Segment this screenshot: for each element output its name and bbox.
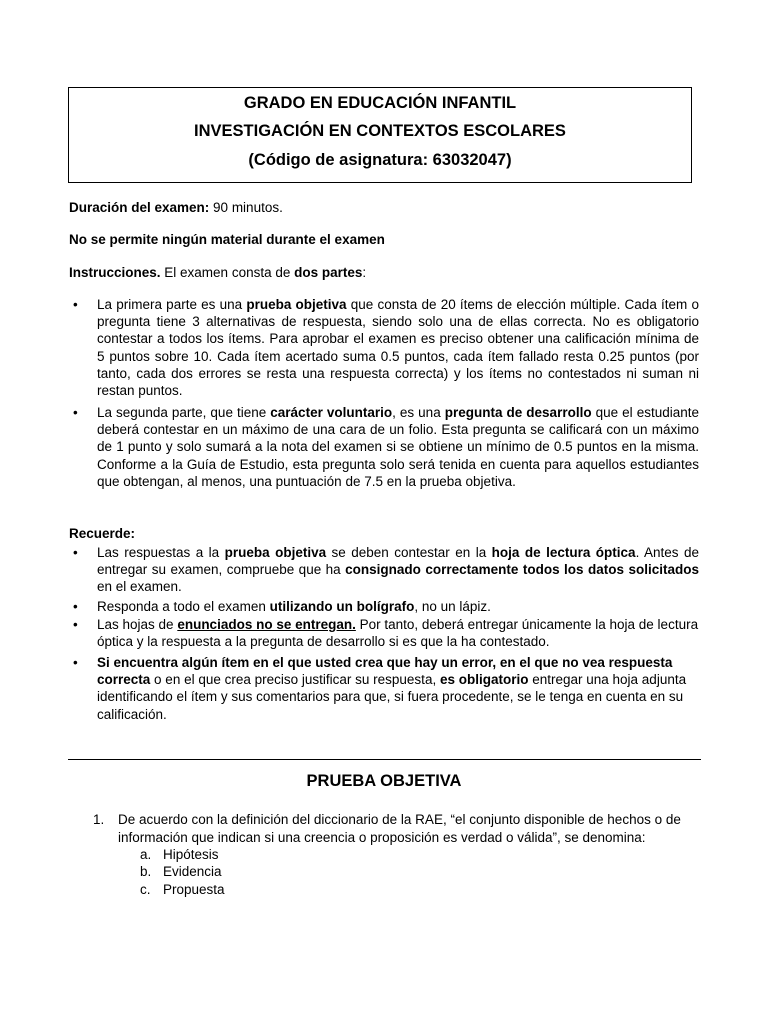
instructions-intro: Instrucciones. El examen consta de dos partes: [69, 265, 367, 280]
reminder-item-pen: • Responda a todo el examen utilizando un bolígrafo, no un lápiz. [73, 599, 491, 614]
instruction-item-part-two: • La segunda parte, que tiene carácter voluntario, es una pregunta de desarrollo que el estudiante deberá contestar en un máximo de una cara de un folio. Esta pregunta se calificará con un máximo de 1 punto y solo sumará a la nota del examen si se obtiene un mínimo de 0.5 puntos en la misma. Conforme a la Guía de Estudio, esta pregunta solo será tenida en cuenta para aquellos estudiantes que obtengan, al menos, una puntuación de 7.5 en la prueba objetiva. [73, 405, 699, 489]
section-divider [68, 759, 701, 760]
instruction-item-part-one: • La primera parte es una prueba objetiva que consta de 20 ítems de elección múltiple. Cada ítem o pregunta tiene 3 alternativas de respuesta, siendo solo una de ellas correcta. No es obligatorio contestar a todos los ítems. Para aprobar el examen es preciso obtener una calificación mínima de 5 puntos sobre 10. Cada ítem acertado suma 0.5 puntos, cada ítem fallado resta 0.25 puntos (por tanto, cada dos errores se resta una respuesta correcta) y los ítems no contestados ni suman ni restan puntos. [73, 297, 699, 399]
no-material-notice: No se permite ningún material durante el examen [69, 232, 385, 247]
option-a: a. Hipótesis [140, 847, 219, 862]
option-c: c. Propuesta [140, 882, 225, 897]
reminder-item-errors: • Si encuentra algún ítem en el que usted crea que hay un error, en el que no vea respuesta correcta o en el que crea preciso justificar su respuesta, es obligatorio entregar una hoja adjunta identificando el ítem y sus comentarios para que, si fuera procedente, se le tenga en cuenta en su calificación. [73, 655, 687, 722]
option-b: b. Evidencia [140, 864, 222, 879]
course-title: INVESTIGACIÓN EN CONTEXTOS ESCOLARES [194, 122, 566, 140]
course-header-box [68, 87, 692, 183]
reminder-item-statements: • Las hojas de enunciados no se entregan. Por tanto, deberá entregar únicamente la hoja de lectura óptica y la respuesta a la pregunta de desarrollo si es que la ha contestado. [73, 617, 699, 650]
exam-duration: Duración del examen: 90 minutos. [69, 200, 283, 215]
section-title: PRUEBA OBJETIVA [306, 772, 462, 790]
bullet-icon: • [73, 405, 78, 420]
bullet-icon: • [73, 655, 78, 670]
recuerde-label: Recuerde: [69, 526, 136, 541]
bullet-icon: • [73, 599, 78, 614]
degree-title: GRADO EN EDUCACIÓN INFANTIL [243, 94, 517, 112]
question-number: 1. [93, 812, 105, 827]
bullet-icon: • [73, 297, 78, 312]
reminder-item-optical-sheet: • Las respuestas a la prueba objetiva se deben contestar en la hoja de lectura óptica. Antes de entregar su examen, compruebe que ha consignado correctamente todos los datos solicitados en el examen. [73, 545, 700, 595]
question-text: De acuerdo con la definición del diccionario de la RAE, “el conjunto disponible de hechos o de información que indican si una creencia o proposición es verdad o válida”, se denomina: [118, 812, 681, 845]
question-1 [93, 811, 703, 847]
course-code: (Código de asignatura: 63032047) [248, 151, 512, 169]
bullet-icon: • [73, 545, 78, 560]
bullet-icon: • [73, 617, 78, 632]
